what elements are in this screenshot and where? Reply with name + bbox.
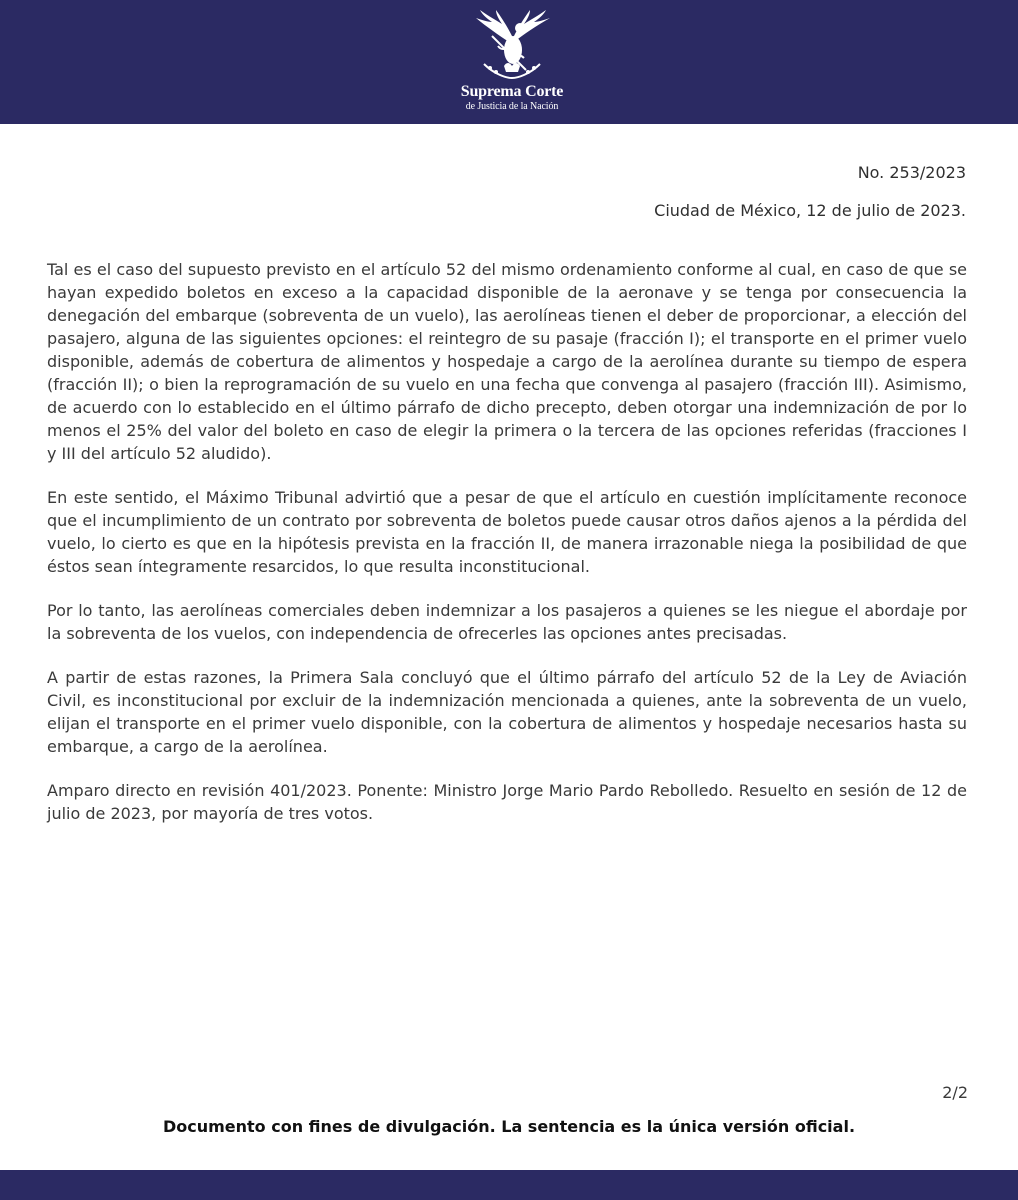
document-body [47,258,967,825]
document-meta [654,160,966,224]
paragraph: A partir de estas razones, la Primera Sala concluyó que el último párrafo del artículo 52 de la Ley de Aviación Civil, es inconstitucional por excluir de la indemnización mencionada a quienes, ante la sobreventa de un vuelo, elijan el transporte en el primer vuelo disponible, con la cobertura de alimentos y hospedaje necesarios hasta su embarque, a cargo de la aerolínea. [47,668,967,756]
page-indicator: 2/2 [942,1083,968,1102]
place-date: Ciudad de México, 12 de julio de 2023. [654,201,966,220]
eagle-emblem-icon [454,6,570,86]
footer-band [0,1170,1018,1200]
court-logo [432,6,592,110]
paragraph: En este sentido, el Máximo Tribunal advirtió que a pesar de que el artículo en cuestión implícitamente reconoce que el incumplimiento de un contrato por sobreventa de boletos puede causar otros daños ajenos a la pérdida del vuelo, lo cierto es que en la hipótesis prevista en la fracción II, de manera irrazonable niega la posibilidad de que éstos sean íntegramente resarcidos, lo que resulta inconstitucional. [47,488,967,576]
logo-subtitle: de Justicia de la Nación [465,101,559,112]
paragraph: Amparo directo en revisión 401/2023. Ponente: Ministro Jorge Mario Pardo Rebolledo. Resuelto en sesión de 12 de julio de 2023, por mayoría de tres votos. [47,781,967,823]
header-band [0,0,1018,124]
document-number: No. 253/2023 [857,163,966,182]
paragraph: Por lo tanto, las aerolíneas comerciales deben indemnizar a los pasajeros a quienes se les niegue el abordaje por la sobreventa de los vuelos, con independencia de ofrecerles las opciones antes precisadas. [47,601,967,643]
paragraph: Tal es el caso del supuesto previsto en el artículo 52 del mismo ordenamiento conforme al cual, en caso de que se hayan expedido boletos en exceso a la capacidad disponible de la aeronave y se tenga por consecuencia la denegación del embarque (sobreventa de un vuelo), las aerolíneas tienen el deber de proporcionar, a elección del pasajero, alguna de las siguientes opciones: el reintegro de su pasaje (fracción I); el transporte en el primer vuelo disponible, además de cobertura de alimentos y hospedaje a cargo de la aerolínea durante su tiempo de espera (fracción II); o bien la reprogramación de su vuelo en una fecha que convenga al pasajero (fracción III). Asimismo, de acuerdo con lo establecido en el último párrafo de dicho precepto, deben otorgar una indemnización de por lo menos el 25% del valor del boleto en caso de elegir la primera o la tercera de las opciones referidas (fracciones I y III del artículo 52 aludido). [47,260,967,463]
logo-title: Suprema Corte [460,83,564,100]
footer-disclaimer: Documento con fines de divulgación. La sentencia es la única versión oficial. [162,1117,856,1136]
